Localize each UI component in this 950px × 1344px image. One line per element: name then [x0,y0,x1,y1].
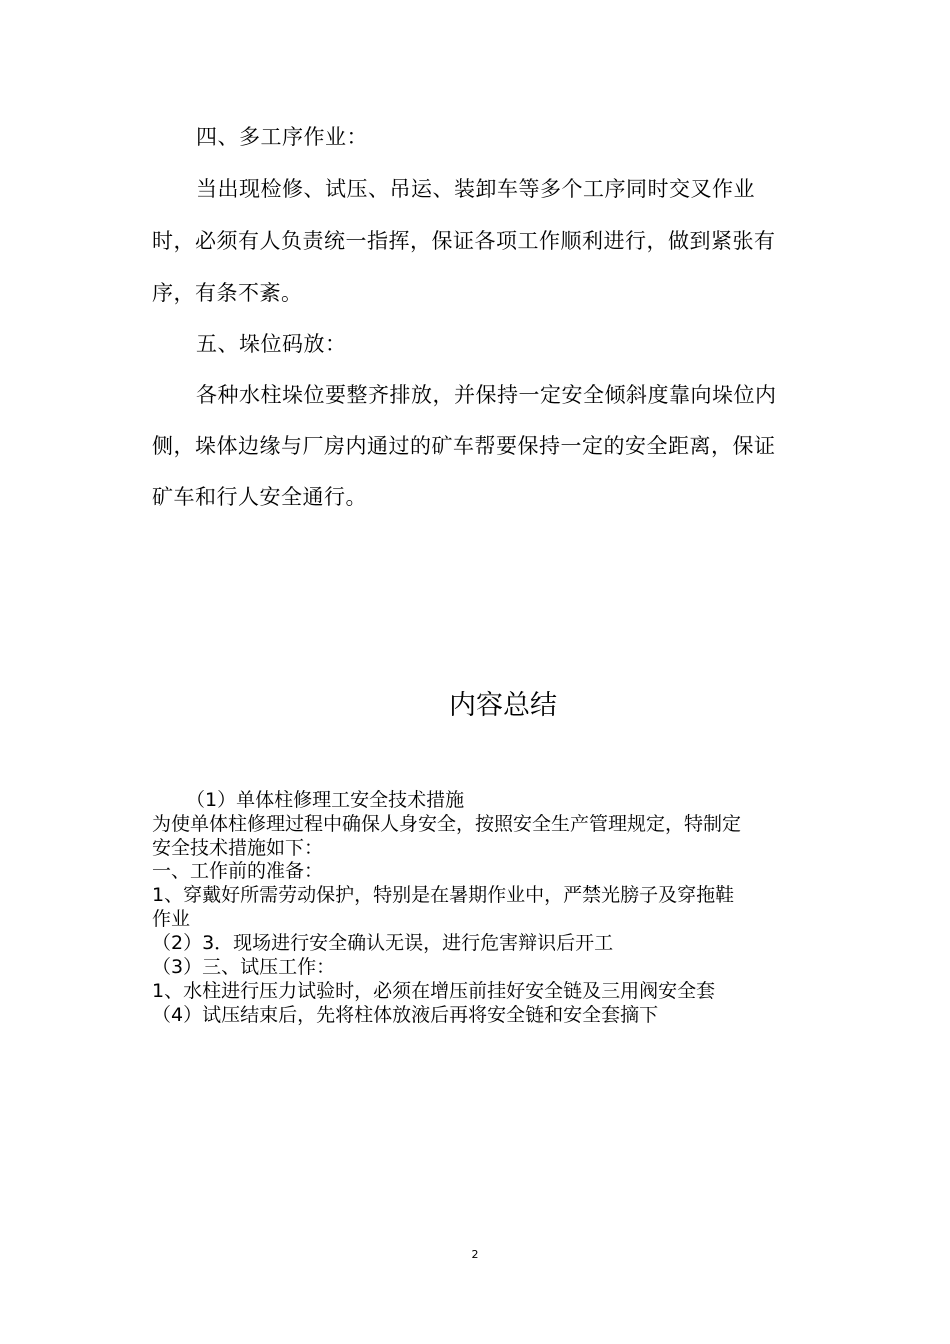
summary-line-8: （3）三、试压工作： [152,956,336,978]
summary-line-6: 作业 [152,908,191,930]
page-number: 2 [471,1248,479,1261]
section-four-line-3: 序，有条不紊。 [152,281,303,305]
summary-line-2: 为使单体柱修理过程中确保人身安全，按照安全生产管理规定，特制定 [152,813,742,835]
summary-line-4: 一、工作前的准备： [152,860,324,882]
section-five-line-3: 矿车和行人安全通行。 [152,485,367,509]
section-four-heading: 四、多工序作业： [196,125,368,149]
section-four-line-2: 时，必须有人负责统一指挥，保证各项工作顺利进行，做到紧张有 [152,229,776,253]
section-five-line-2: 侧，垛体边缘与厂房内通过的矿车帮要保持一定的安全距离，保证 [152,434,776,458]
summary-line-7: （2）3．现场进行安全确认无误，进行危害辩识后开工 [152,932,614,954]
summary-line-3: 安全技术措施如下： [152,837,324,859]
summary-line-1: （1）单体柱修理工安全技术措施 [186,789,465,811]
section-five-heading: 五、垛位码放： [196,332,347,356]
section-five-line-1: 各种水柱垛位要整齐排放，并保持一定安全倾斜度靠向垛位内 [196,383,777,407]
summary-line-10: （4）试压结束后，先将柱体放液后再将安全链和安全套摘下 [152,1004,659,1026]
summary-title: 内容总结 [449,690,557,721]
summary-line-9: 1、水柱进行压力试验时，必须在增压前挂好安全链及三用阀安全套 [152,980,716,1002]
summary-line-5: 1、穿戴好所需劳动保护，特别是在暑期作业中，严禁光膀子及穿拖鞋 [152,884,735,906]
section-four-line-1: 当出现检修、试压、吊运、装卸车等多个工序同时交叉作业 [196,177,755,201]
